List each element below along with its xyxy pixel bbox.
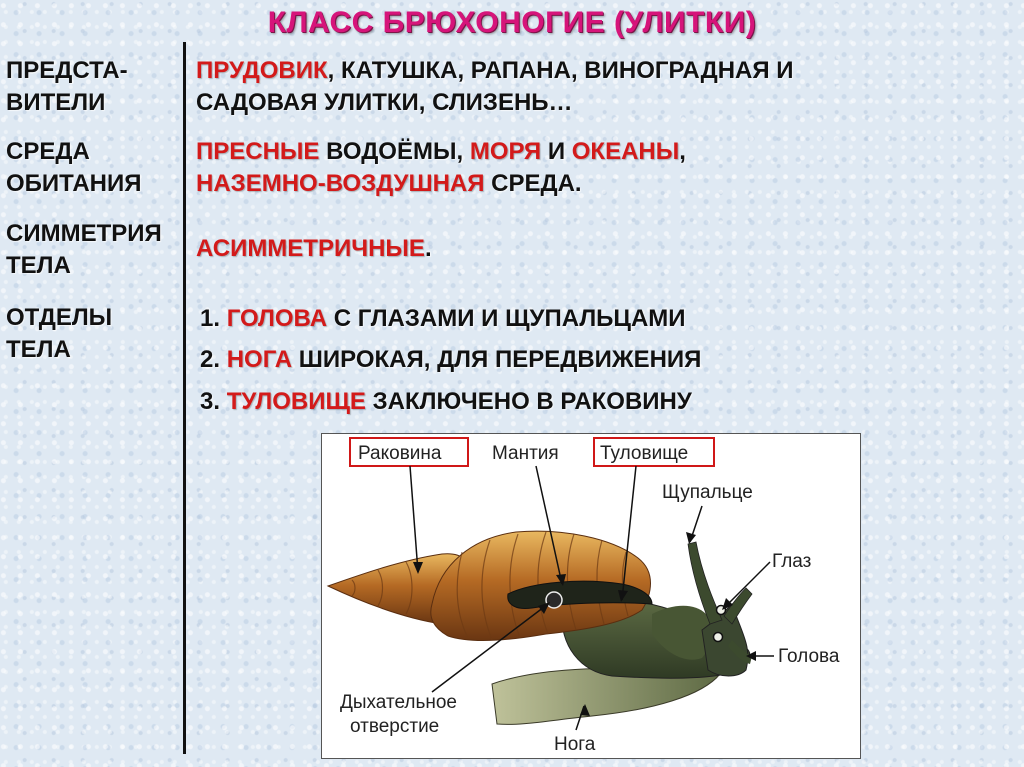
highlight-prudovik: ПРУДОВИК — [196, 57, 328, 84]
fig-label-head: Голова — [778, 646, 840, 667]
habitat-t1: ВОДОЁМЫ, — [319, 138, 470, 165]
label-habitat-line2: ОБИТАНИЯ — [6, 170, 142, 197]
representatives-line2: САДОВАЯ УЛИТКИ, СЛИЗЕНЬ… — [196, 89, 573, 116]
fig-label-trunk: Туловище — [600, 443, 689, 464]
label-habitat — [6, 136, 141, 200]
fig-label-tentacle: Щупальце — [662, 482, 753, 503]
label-representatives-line2: ВИТЕЛИ — [6, 89, 106, 116]
representatives-line1 — [196, 55, 794, 87]
highlight-asymmetric: АСИММЕТРИЧНЫЕ — [196, 235, 425, 262]
item-rest: С ГЛАЗАМИ И ЩУПАЛЬЦАМИ — [327, 305, 686, 332]
highlight-seas: МОРЯ — [469, 138, 542, 165]
label-symmetry-line2: ТЕЛА — [6, 252, 71, 279]
habitat-t4: СРЕДА. — [484, 170, 582, 197]
habitat-text — [196, 136, 686, 200]
label-body-parts-line1: ОТДЕЛЫ — [6, 304, 113, 331]
highlight-fresh: ПРЕСНЫЕ — [196, 138, 320, 165]
fig-label-eye: Глаз — [772, 551, 812, 572]
item-rest: ЗАКЛЮЧЕНО В РАКОВИНУ — [365, 388, 692, 415]
label-symmetry — [6, 218, 162, 282]
body-part-item-trunk — [200, 386, 692, 418]
snail-illustration — [322, 434, 860, 758]
habitat-line2 — [196, 168, 686, 200]
column-divider — [183, 42, 186, 754]
fig-label-breathing-1: Дыхательное — [340, 692, 457, 713]
label-symmetry-line1: СИММЕТРИЯ — [6, 220, 162, 247]
snail-diagram — [321, 433, 861, 759]
snail-breathing-hole — [546, 592, 562, 608]
item-num: 2. — [200, 346, 227, 373]
label-body-parts-line2: ТЕЛА — [6, 336, 71, 363]
fig-label-mantle: Мантия — [492, 443, 559, 464]
fig-label-breathing-2: отверстие — [350, 716, 440, 737]
symmetry-rest: . — [424, 235, 432, 262]
habitat-t2: И — [541, 138, 572, 165]
body-part-item-head — [200, 303, 686, 335]
fig-label-shell: Раковина — [358, 443, 442, 464]
label-habitat-line1: СРЕДА — [6, 138, 90, 165]
highlight-foot: НОГА — [226, 346, 293, 373]
highlight-trunk: ТУЛОВИЩЕ — [226, 388, 366, 415]
body-part-item-foot — [200, 344, 701, 376]
label-representatives-line1: ПРЕДСТА- — [6, 57, 128, 84]
item-num: 1. — [200, 305, 227, 332]
label-representatives — [6, 55, 128, 119]
highlight-head: ГОЛОВА — [226, 305, 328, 332]
fig-label-foot: Нога — [554, 734, 596, 755]
snail-eye-lower — [714, 633, 723, 642]
item-num: 3. — [200, 388, 227, 415]
highlight-oceans: ОКЕАНЫ — [571, 138, 680, 165]
page-title: КЛАСС БРЮХОНОГИЕ (УЛИТКИ) — [267, 6, 757, 39]
highlight-land-air: НАЗЕМНО-ВОЗДУШНАЯ — [196, 170, 485, 197]
symmetry-text — [196, 233, 432, 265]
representatives-line1-rest: , КАТУШКА, РАПАНА, ВИНОГРАДНАЯ И — [327, 57, 794, 84]
habitat-line1 — [196, 136, 686, 168]
label-body-parts — [6, 302, 112, 366]
habitat-t3: , — [679, 138, 686, 165]
item-rest: ШИРОКАЯ, ДЛЯ ПЕРЕДВИЖЕНИЯ — [292, 346, 702, 373]
representatives-text — [196, 55, 794, 119]
